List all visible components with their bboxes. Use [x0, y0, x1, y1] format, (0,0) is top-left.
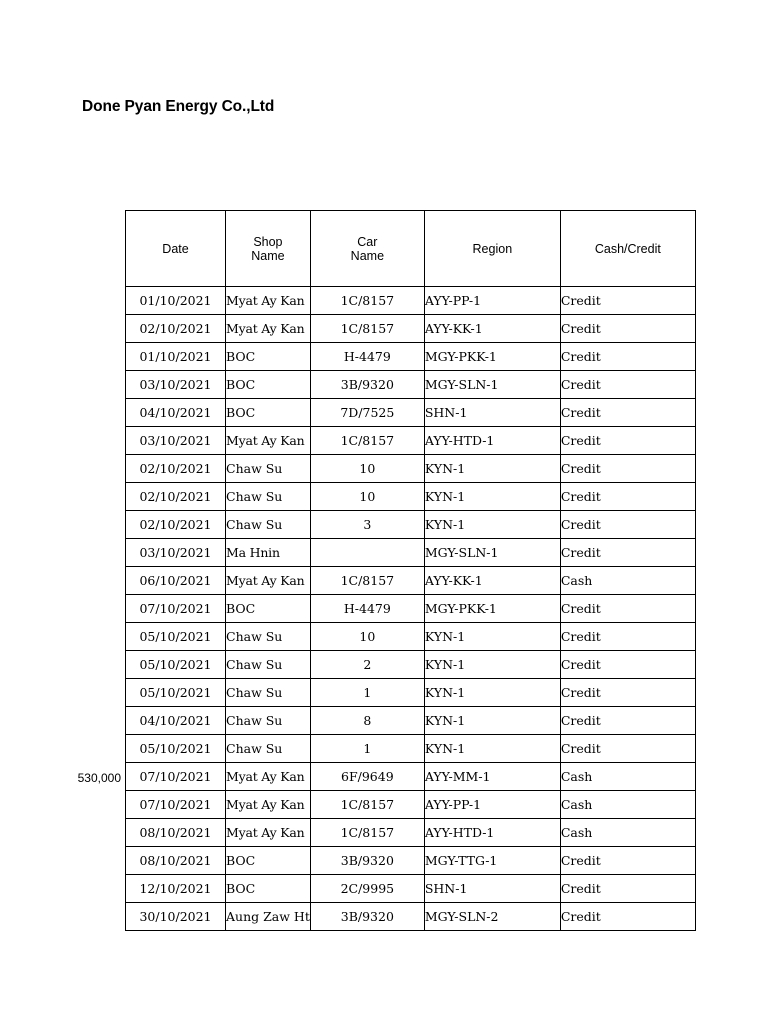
car-name-cell [310, 539, 424, 567]
date-cell: 03/10/2021 [126, 371, 226, 399]
region-cell: MGY-SLN-2 [424, 903, 560, 931]
car-name-cell: 1C/8157 [310, 315, 424, 343]
date-cell: 06/10/2021 [126, 567, 226, 595]
cash-credit-cell: Credit [560, 847, 695, 875]
table-row [126, 679, 696, 707]
date-cell: 08/10/2021 [126, 847, 226, 875]
table-body [126, 287, 696, 931]
cash-credit-cell: Credit [560, 315, 695, 343]
document-title: Done Pyan Energy Co.,Ltd [82, 98, 275, 115]
shop-name-cell: Chaw Su [226, 483, 311, 511]
region-cell: MGY-TTG-1 [424, 847, 560, 875]
column-header-car-name: Car Name [310, 211, 424, 287]
cash-credit-cell: Credit [560, 875, 695, 903]
region-cell: AYY-PP-1 [424, 287, 560, 315]
shop-name-cell: Chaw Su [226, 679, 311, 707]
table-row [126, 399, 696, 427]
region-cell: SHN-1 [424, 875, 560, 903]
table-row [126, 875, 696, 903]
car-name-cell: H-4479 [310, 595, 424, 623]
date-cell: 08/10/2021 [126, 819, 226, 847]
date-cell: 02/10/2021 [126, 483, 226, 511]
shop-name-cell: BOC [226, 371, 311, 399]
table-row [126, 287, 696, 315]
car-name-cell: H-4479 [310, 343, 424, 371]
cash-credit-cell: Credit [560, 651, 695, 679]
car-name-cell: 1 [310, 735, 424, 763]
table-row [126, 315, 696, 343]
cash-credit-cell: Cash [560, 791, 695, 819]
car-name-cell: 3B/9320 [310, 371, 424, 399]
region-cell: KYN-1 [424, 679, 560, 707]
car-name-cell: 3B/9320 [310, 847, 424, 875]
column-header-shop-name: Shop Name [226, 211, 311, 287]
cash-credit-cell: Credit [560, 679, 695, 707]
date-cell: 01/10/2021 [126, 287, 226, 315]
car-name-cell: 1 [310, 679, 424, 707]
shop-name-cell: Myat Ay Kan [226, 791, 311, 819]
shop-name-cell: Chaw Su [226, 707, 311, 735]
shop-name-cell: Ma Hnin [226, 539, 311, 567]
table-row [126, 539, 696, 567]
region-cell: AYY-PP-1 [424, 791, 560, 819]
side-amount-note: 530,000 [77, 771, 121, 785]
table-row [126, 623, 696, 651]
table-row [126, 791, 696, 819]
car-name-cell: 10 [310, 623, 424, 651]
date-cell: 04/10/2021 [126, 399, 226, 427]
car-name-cell: 1C/8157 [310, 287, 424, 315]
table-row [126, 595, 696, 623]
shop-name-cell: Chaw Su [226, 735, 311, 763]
region-cell: KYN-1 [424, 707, 560, 735]
shop-name-cell: Chaw Su [226, 455, 311, 483]
date-cell: 05/10/2021 [126, 623, 226, 651]
shop-name-cell: BOC [226, 595, 311, 623]
cash-credit-cell: Cash [560, 819, 695, 847]
table-header-row [126, 211, 696, 287]
region-cell: MGY-PKK-1 [424, 595, 560, 623]
date-cell: 12/10/2021 [126, 875, 226, 903]
shop-name-cell: Myat Ay Kan [226, 763, 311, 791]
table-row [126, 735, 696, 763]
region-cell: MGY-SLN-1 [424, 539, 560, 567]
region-cell: SHN-1 [424, 399, 560, 427]
car-name-cell: 1C/8157 [310, 791, 424, 819]
car-name-cell: 3B/9320 [310, 903, 424, 931]
region-cell: MGY-SLN-1 [424, 371, 560, 399]
region-cell: KYN-1 [424, 623, 560, 651]
table-row [126, 567, 696, 595]
date-cell: 02/10/2021 [126, 455, 226, 483]
shop-name-cell: Chaw Su [226, 651, 311, 679]
date-cell: 07/10/2021 [126, 763, 226, 791]
date-cell: 30/10/2021 [126, 903, 226, 931]
table-row [126, 763, 696, 791]
table-row [126, 707, 696, 735]
shop-name-cell: Aung Zaw Ht [226, 903, 311, 931]
shop-name-cell: Chaw Su [226, 623, 311, 651]
cash-credit-cell: Credit [560, 399, 695, 427]
cash-credit-cell: Credit [560, 511, 695, 539]
region-cell: KYN-1 [424, 511, 560, 539]
table-row [126, 847, 696, 875]
cash-credit-cell: Credit [560, 735, 695, 763]
region-cell: AYY-HTD-1 [424, 427, 560, 455]
date-cell: 03/10/2021 [126, 427, 226, 455]
cash-credit-cell: Credit [560, 371, 695, 399]
column-header-cash-credit: Cash/Credit [560, 211, 695, 287]
region-cell: AYY-MM-1 [424, 763, 560, 791]
car-name-cell: 8 [310, 707, 424, 735]
cash-credit-cell: Credit [560, 623, 695, 651]
shop-name-cell: Myat Ay Kan [226, 287, 311, 315]
car-name-cell: 1C/8157 [310, 819, 424, 847]
date-cell: 05/10/2021 [126, 679, 226, 707]
cash-credit-cell: Credit [560, 287, 695, 315]
shop-name-cell: Myat Ay Kan [226, 427, 311, 455]
shop-name-cell: BOC [226, 343, 311, 371]
table-row [126, 427, 696, 455]
date-cell: 04/10/2021 [126, 707, 226, 735]
date-cell: 07/10/2021 [126, 595, 226, 623]
cash-credit-cell: Credit [560, 427, 695, 455]
cash-credit-cell: Cash [560, 763, 695, 791]
car-name-cell: 2 [310, 651, 424, 679]
date-cell: 03/10/2021 [126, 539, 226, 567]
cash-credit-cell: Credit [560, 595, 695, 623]
shop-name-cell: Myat Ay Kan [226, 567, 311, 595]
date-cell: 02/10/2021 [126, 315, 226, 343]
sales-table [125, 210, 696, 931]
region-cell: KYN-1 [424, 651, 560, 679]
shop-name-cell: Myat Ay Kan [226, 315, 311, 343]
car-name-cell: 3 [310, 511, 424, 539]
cash-credit-cell: Cash [560, 567, 695, 595]
region-cell: KYN-1 [424, 483, 560, 511]
region-cell: KYN-1 [424, 735, 560, 763]
table-row [126, 343, 696, 371]
region-cell: MGY-PKK-1 [424, 343, 560, 371]
table-row [126, 455, 696, 483]
car-name-cell: 6F/9649 [310, 763, 424, 791]
region-cell: KYN-1 [424, 455, 560, 483]
car-name-cell: 7D/7525 [310, 399, 424, 427]
date-cell: 05/10/2021 [126, 735, 226, 763]
table-row [126, 483, 696, 511]
date-cell: 02/10/2021 [126, 511, 226, 539]
shop-name-cell: Myat Ay Kan [226, 819, 311, 847]
cash-credit-cell: Credit [560, 343, 695, 371]
shop-name-cell: BOC [226, 875, 311, 903]
car-name-cell: 10 [310, 455, 424, 483]
cash-credit-cell: Credit [560, 903, 695, 931]
table-row [126, 819, 696, 847]
region-cell: AYY-HTD-1 [424, 819, 560, 847]
date-cell: 05/10/2021 [126, 651, 226, 679]
car-name-cell: 2C/9995 [310, 875, 424, 903]
cash-credit-cell: Credit [560, 707, 695, 735]
table-row [126, 371, 696, 399]
cash-credit-cell: Credit [560, 539, 695, 567]
car-name-cell: 10 [310, 483, 424, 511]
table-row [126, 651, 696, 679]
region-cell: AYY-KK-1 [424, 567, 560, 595]
region-cell: AYY-KK-1 [424, 315, 560, 343]
shop-name-cell: Chaw Su [226, 511, 311, 539]
date-cell: 01/10/2021 [126, 343, 226, 371]
shop-name-cell: BOC [226, 847, 311, 875]
cash-credit-cell: Credit [560, 483, 695, 511]
cash-credit-cell: Credit [560, 455, 695, 483]
car-name-cell: 1C/8157 [310, 567, 424, 595]
table-row [126, 511, 696, 539]
shop-name-cell: BOC [226, 399, 311, 427]
table-row [126, 903, 696, 931]
column-header-date: Date [126, 211, 226, 287]
date-cell: 07/10/2021 [126, 791, 226, 819]
column-header-region: Region [424, 211, 560, 287]
car-name-cell: 1C/8157 [310, 427, 424, 455]
